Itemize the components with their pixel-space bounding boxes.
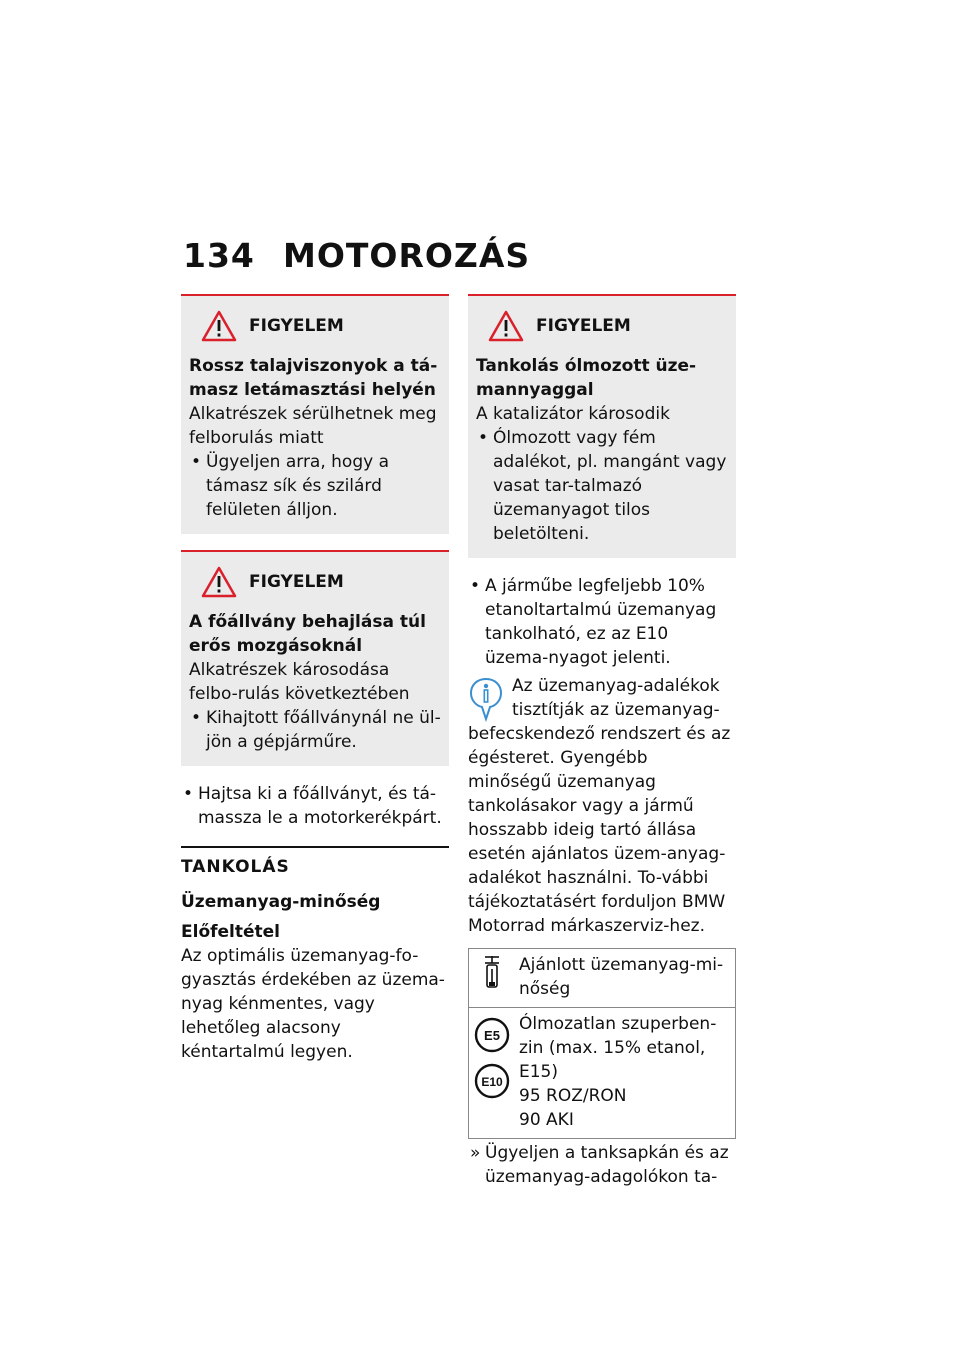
right-column bbox=[468, 294, 736, 1189]
warning-subject: Tankolás ólmozott üze-mannyaggal bbox=[476, 356, 697, 400]
table-icon-cell bbox=[469, 1008, 516, 1139]
fuel-pump-icon bbox=[481, 955, 503, 989]
warning-box-stand bbox=[181, 550, 449, 766]
fuel-spec-line: Ólmozatlan szuperben-zin (max. 15% etanol, E15) bbox=[519, 1014, 717, 1082]
warning-title: FIGYELEM bbox=[249, 572, 344, 592]
table-header-text: Ajánlott üzemanyag-mi-nőség bbox=[515, 949, 736, 1008]
info-text: Az üzemanyag-adalékok tisztítják az üzemanyag-befecskendező rendszert és az égésteret. Gyengébb minőségű üzemanyag tankolásakor vagy a jármű hosszabb ideig tartó állása esetén ajánlatos üzem-anyag-adalékot használni. To-vábbi tájékoztatásért forduljon BMW Motorrad márkaszerviz-hez. bbox=[468, 676, 731, 936]
e5-badge-icon bbox=[473, 1016, 511, 1054]
e10-badge-icon bbox=[473, 1062, 511, 1100]
instruction-bullet: • Hajtsa ki a főállványt, és tá-massza le a motorkerékpárt. bbox=[181, 782, 449, 830]
warning-header bbox=[488, 310, 728, 342]
fuel-spec-line: 95 ROZ/RON bbox=[519, 1086, 627, 1106]
warning-bullet: • Ólmozott vagy fém adalékot, pl. mangánt vagy vasat tar-talmazó üzemanyagot tilos beletölteni. bbox=[476, 426, 728, 546]
warning-title: FIGYELEM bbox=[536, 316, 631, 336]
warning-consequence: A katalizátor károsodik bbox=[476, 404, 670, 424]
page-number: 134 bbox=[183, 236, 255, 275]
warning-header bbox=[201, 310, 441, 342]
warning-box-leaded-fuel bbox=[468, 294, 736, 558]
fuel-quality-table bbox=[468, 948, 736, 1139]
subheading-prerequisite: Előfeltétel bbox=[181, 922, 281, 942]
table-row bbox=[469, 949, 736, 1008]
table-row bbox=[469, 1008, 736, 1139]
warning-box-ground bbox=[181, 294, 449, 534]
action-bullet: » Ügyeljen a tanksapkán és az üzemanyag-adagolókon ta- bbox=[468, 1141, 736, 1189]
chapter-title: MOTOROZÁS bbox=[283, 236, 531, 275]
warning-triangle-icon bbox=[201, 566, 237, 598]
fuel-spec-line: 90 AKI bbox=[519, 1110, 574, 1130]
paragraph: Az optimális üzemanyag-fo-gyasztás érdekében az üzema-nyag kénmentes, vagy lehetőleg alacsony kéntartalmú legyen. bbox=[181, 946, 445, 1062]
warning-subject: A főállvány behajlása túl erős mozgásoknál bbox=[189, 612, 426, 656]
table-icon-cell bbox=[469, 949, 516, 1008]
fuel-spec-cell bbox=[515, 1008, 736, 1139]
warning-triangle-icon bbox=[201, 310, 237, 342]
warning-header bbox=[201, 566, 441, 598]
warning-consequence: Alkatrészek károsodása felbo-rulás következtében bbox=[189, 660, 410, 704]
warning-bullet: • Ügyeljen arra, hogy a támasz sík és szilárd felületen álljon. bbox=[189, 450, 441, 522]
warning-consequence: Alkatrészek sérülhetnek meg felborulás miatt bbox=[189, 404, 437, 448]
warning-triangle-icon bbox=[488, 310, 524, 342]
e10-badge-label: E10 bbox=[481, 1075, 503, 1089]
warning-title: FIGYELEM bbox=[249, 316, 344, 336]
info-note bbox=[468, 674, 736, 938]
left-column bbox=[181, 294, 449, 1064]
warning-bullet: • Kihajtott főállványnál ne ül-jön a gépjárműre. bbox=[189, 706, 441, 754]
section-title: TANKOLÁS bbox=[181, 846, 449, 880]
info-icon bbox=[468, 676, 504, 722]
warning-subject: Rossz talajviszonyok a tá-masz letámasztási helyén bbox=[189, 356, 438, 400]
subheading-fuel-quality: Üzemanyag-minőség bbox=[181, 892, 381, 912]
e5-badge-label: E5 bbox=[484, 1028, 500, 1043]
ethanol-bullet: • A járműbe legfeljebb 10% etanoltartalmú üzemanyag tankolható, ez az E10 üzema-nyagot jelenti. bbox=[468, 574, 736, 670]
